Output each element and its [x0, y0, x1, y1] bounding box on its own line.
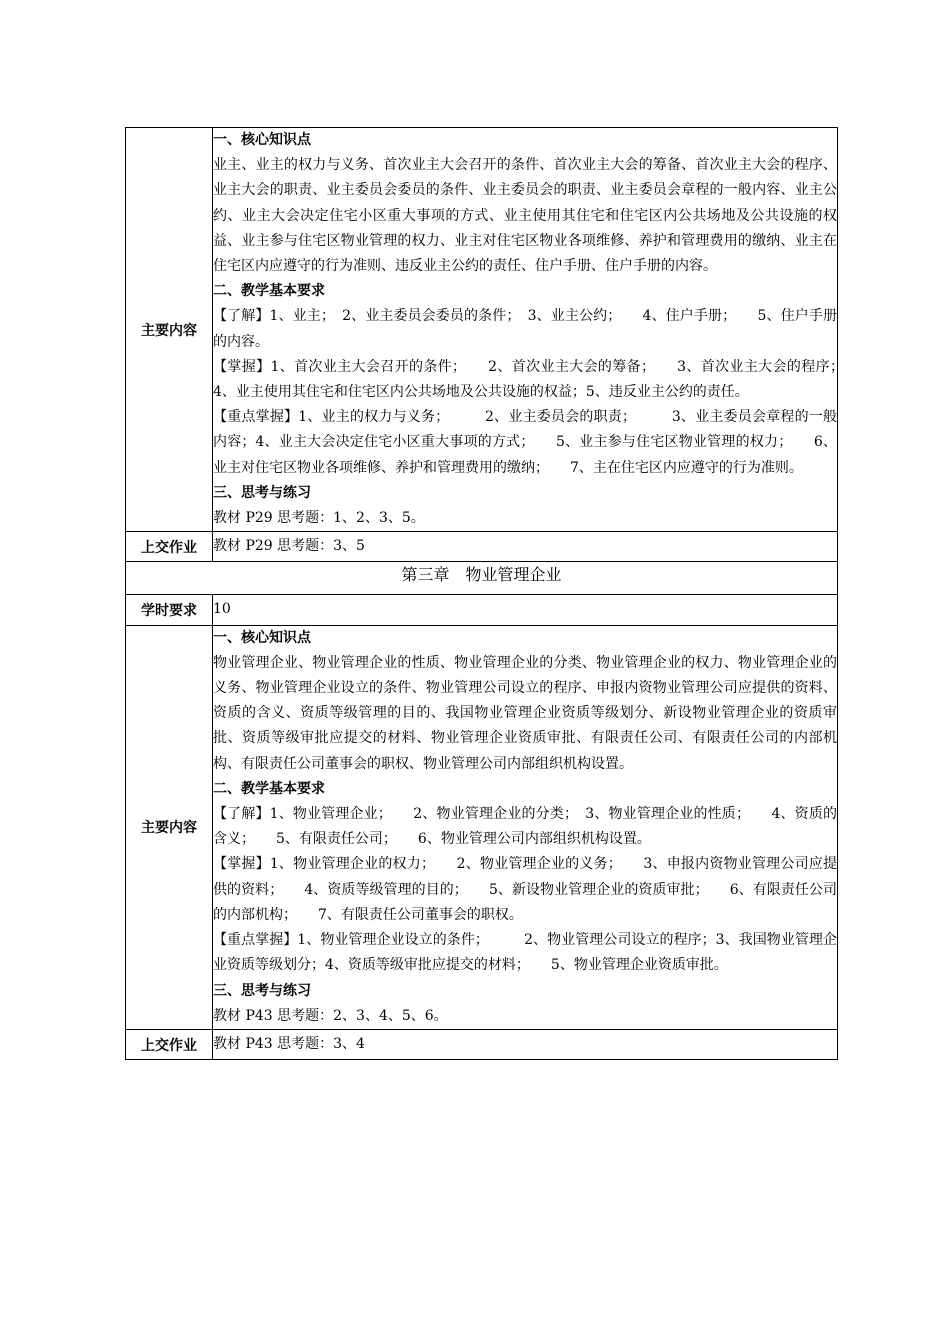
homework-label: 上交作业 — [126, 1029, 213, 1059]
hours-label: 学时要求 — [126, 595, 213, 625]
hours-value: 10 — [213, 595, 838, 625]
main-content-row — [126, 625, 838, 1029]
understand-text: 【了解】1、物业管理企业； 2、物业管理企业的分类； 3、物业管理企业的性质； 4、资质的含义； 5、有限责任公司； 6、物业管理公司内部组织机构设置。 — [213, 806, 837, 848]
main-content-label: 主要内容 — [126, 625, 213, 1029]
exercises-heading: 三、思考与练习 — [213, 484, 311, 501]
exercises-text: 教材 P29 思考题：1、2、3、5。 — [213, 510, 425, 527]
key-master-text: 【重点掌握】1、业主的权力与义务； 2、业主委员会的职责； 3、业主委员会章程的一般内容；4、业主大会决定住宅小区重大事项的方式； 5、业主参与住宅区物业管理的权力； 6、业主对住宅区物业各项维修、养护和管理费用的缴纳； 7、主在住宅区内应遵守的行为准则。 — [213, 409, 837, 476]
exercises-heading: 三、思考与练习 — [213, 982, 311, 999]
master-text: 【掌握】1、首次业主大会召开的条件； 2、首次业主大会的筹备； 3、首次业主大会的程序； 4、业主使用其住宅和住宅区内公共场地及公共设施的权益；5、违反业主公约的责任。 — [213, 358, 865, 401]
core-knowledge-heading: 一、核心知识点 — [213, 132, 311, 148]
main-content-label: 主要内容 — [126, 128, 213, 532]
requirements-heading: 二、教学基本要求 — [213, 283, 325, 300]
homework-row — [126, 532, 838, 562]
hours-row — [126, 595, 838, 625]
chapter-title: 第三章 物业管理企业 — [126, 562, 838, 595]
core-knowledge-text: 业主、业主的权力与义务、首次业主大会召开的条件、首次业主大会的筹备、首次业主大会的程序、业主大会的职责、业主委员会委员的条件、业主委员会的职责、业主委员会章程的一般内容、业主公约、业主大会决定住宅小区重大事项的方式、业主使用其住宅和住宅区内公共场地及公共设施的权益、业主参与住宅区物业管理的权力、业主对住宅区物业各项维修、养护和管理费用的缴纳、业主在住宅区内应遵守的行为准则、违反业主公约的责任、住户手册、住户手册的内容。 — [213, 157, 837, 275]
syllabus-table — [125, 127, 865, 1060]
exercises-text: 教材 P43 思考题：2、3、4、5、6。 — [213, 1007, 448, 1024]
homework-label: 上交作业 — [126, 532, 213, 562]
main-content-cell — [213, 625, 838, 1029]
main-content-cell — [213, 128, 865, 532]
core-knowledge-heading: 一、核心知识点 — [213, 629, 311, 646]
key-master-text: 【重点掌握】1、物业管理企业设立的条件； 2、物业管理公司设立的程序；3、我国物业管理企业资质等级划分；4、资质等级审批应提交的材料； 5、物业管理企业资质审批。 — [213, 932, 837, 974]
chapter-row — [126, 562, 838, 595]
master-text: 【掌握】1、物业管理企业的权力； 2、物业管理企业的义务； 3、申报内资物业管理公司应提供的资料； 4、资质等级管理的目的； 5、新设物业管理企业的资质审批； 6、有限责任公司的内部机构； 7、有限责任公司董事会的职权。 — [213, 856, 837, 923]
homework-text: 教材 P29 思考题：3、5 — [213, 532, 838, 562]
core-knowledge-text: 物业管理企业、物业管理企业的性质、物业管理企业的分类、物业管理企业的权力、物业管理企业的义务、物业管理企业设立的条件、物业管理公司设立的程序、申报内资物业管理公司应提供的资料、资质的含义、资质等级管理的目的、我国物业管理企业资质等级划分、新设物业管理企业的资质审批、资质等级审批应提交的材料、物业管理企业资质审批、有限责任公司、有限责任公司的内部机构、有限责任公司董事会的职权、物业管理公司内部组织机构设置。 — [213, 654, 837, 772]
main-content-row — [126, 128, 838, 532]
homework-row — [126, 1029, 838, 1059]
homework-text: 教材 P43 思考题：3、4 — [213, 1029, 838, 1059]
requirements-heading: 二、教学基本要求 — [213, 780, 325, 797]
understand-text: 【了解】1、业主； 2、业主委员会委员的条件； 3、业主公约； 4、住户手册； 5、住户手册的内容。 — [213, 308, 837, 350]
